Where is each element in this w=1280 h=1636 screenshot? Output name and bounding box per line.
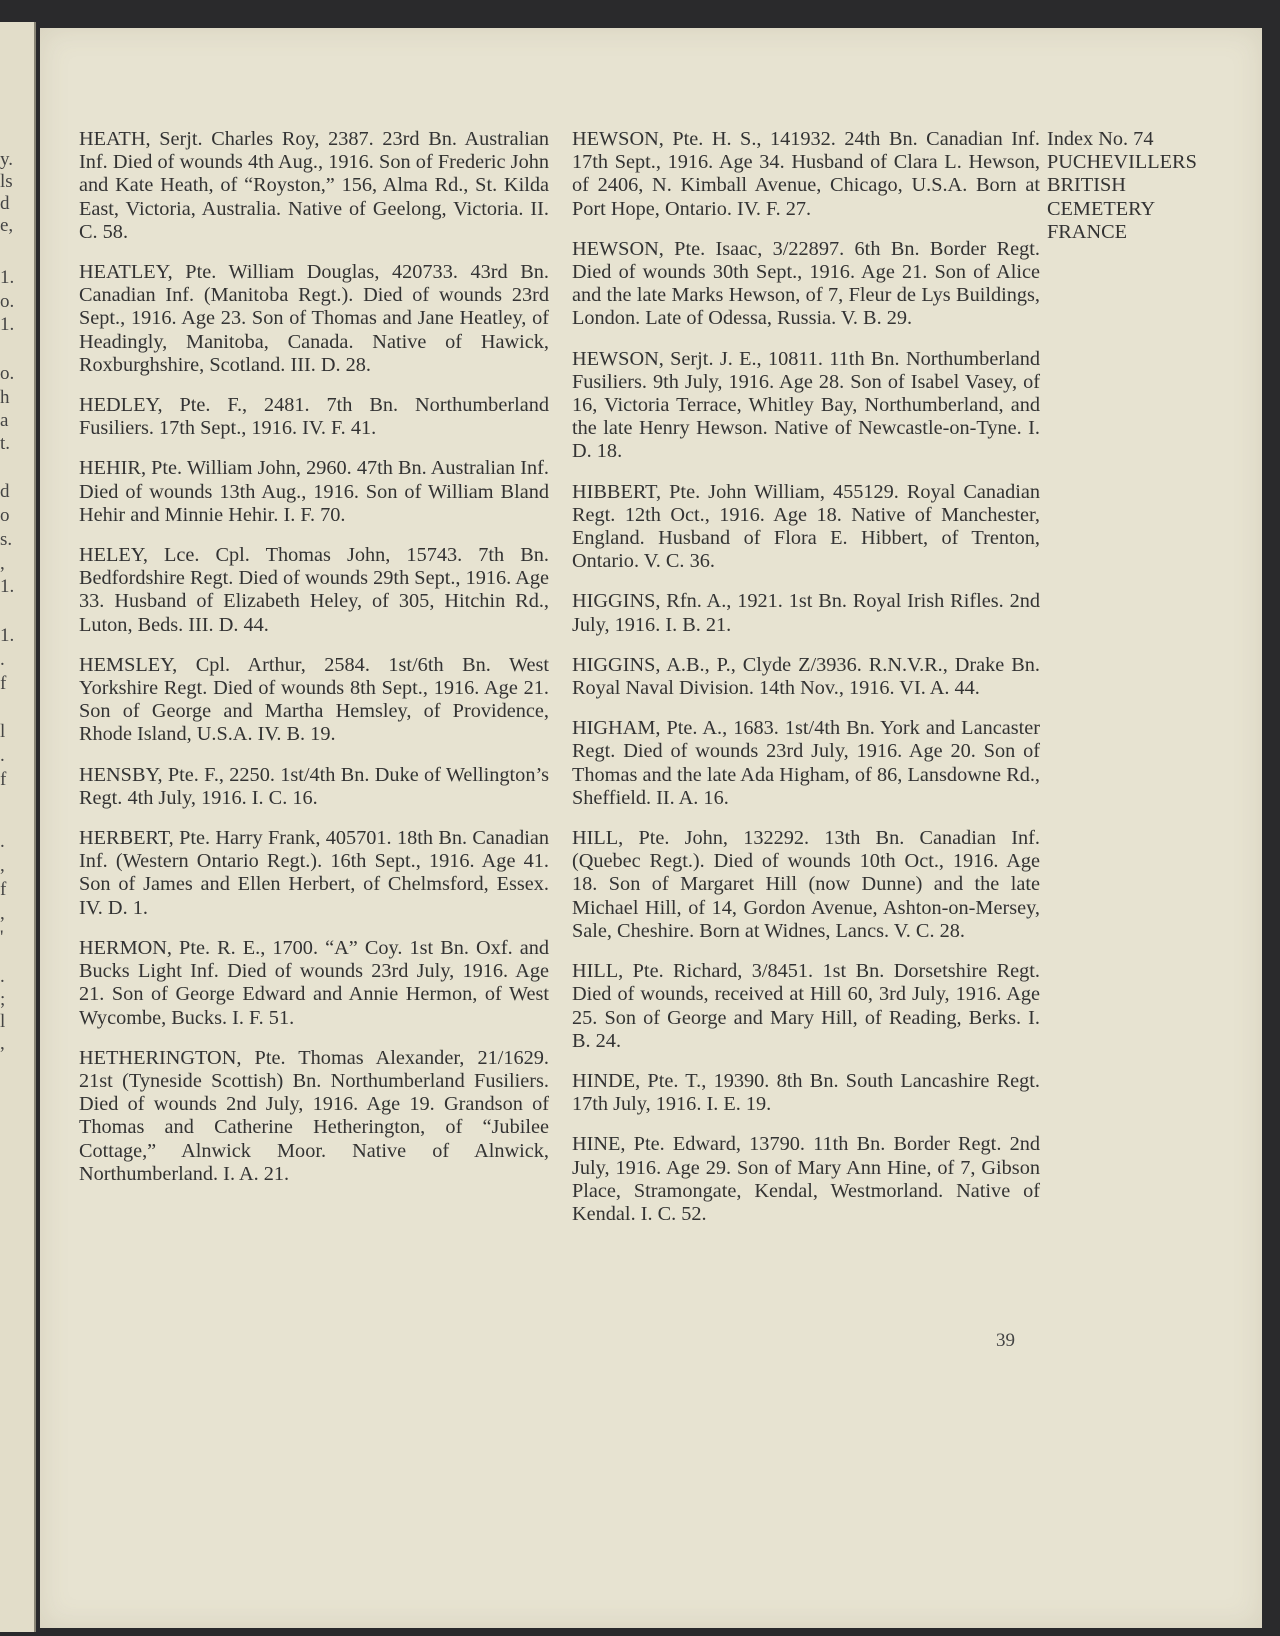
margin-fragment: s. — [0, 529, 13, 550]
margin-fragment: o. — [0, 363, 15, 384]
margin-fragment: l — [0, 1011, 6, 1032]
casualty-entry: HIBBERT, Pte. John William, 455129. Royal Canadian Regt. 12th Oct., 1916. Age 18. Native of Manchester, England. Husband of Flora E. Hibbert, of Trenton, Ontario. V. C. 36. — [572, 480, 1040, 573]
casualty-entry: HILL, Pte. Richard, 3/8451. 1st Bn. Dorsetshire Regt. Died of wounds, received at Hill 60, 3rd July, 1916. Age 25. Son of George and Mary Hill, of Reading, Berks. I. B. 24. — [572, 960, 1040, 1052]
adjacent-page-edge — [0, 22, 36, 1632]
margin-fragment: y. — [0, 149, 14, 170]
margin-fragment: f — [0, 673, 7, 694]
cemetery-location: PUCHEVILLERS — [1047, 151, 1197, 174]
cemetery-country: FRANCE — [1047, 220, 1128, 243]
margin-fragment: ; — [0, 989, 6, 1010]
casualty-entry: HEWSON, Pte. H. S., 141932. 24th Bn. Canadian Inf. 17th Sept., 1916. Age 34. Husband of Clara L. Hewson, of 2406, N. Kimball Avenue, Chicago, U.S.A. Born at Port Hope, Ontario. IV. F. 27. — [572, 128, 1040, 220]
margin-fragment: t. — [0, 433, 11, 454]
margin-fragment: , — [0, 553, 5, 574]
casualty-entry: HILL, Pte. John, 132292. 13th Bn. Canadian Inf. (Quebec Regt.). Died of wounds 10th Oct., 1916. Age 18. Son of Margaret Hill (now Dunne) and the late Michael Hill, of 14, Gordon Avenue, Ashton-on-Mersey, Sale, Cheshire. Born at Widnes, Lancs. V. C. 28. — [572, 827, 1040, 942]
page-number: 39 — [996, 1330, 1015, 1351]
casualty-entry: HINE, Pte. Edward, 13790. 11th Bn. Border Regt. 2nd July, 1916. Age 29. Son of Mary Ann Hine, of 7, Gibson Place, Stramongate, Kendal, Westmorland. Native of Kendal. I. C. 52. — [572, 1133, 1040, 1225]
casualty-entry: HEWSON, Serjt. J. E., 10811. 11th Bn. Northumberland Fusiliers. 9th July, 1916. Age 28. Son of Isabel Vasey, of 16, Victoria Terrace, Whitley Bay, Northumberland, and the late Henry Hewson. Native of Newcastle-on-Tyne. I. D. 18. — [572, 347, 1040, 463]
margin-fragment: . — [0, 966, 5, 987]
margin-fragment: . — [0, 649, 5, 670]
casualty-entry: HIGGINS, A.B., P., Clyde Z/3936. R.N.V.R., Drake Bn. Royal Naval Division. 14th Nov., 1916. VI. A. 44. — [572, 653, 1040, 700]
left-column — [79, 128, 549, 1203]
casualty-entry: HEATLEY, Pte. William Douglas, 420733. 43rd Bn. Canadian Inf. (Manitoba Regt.). Died of wounds 23rd Sept., 1916. Age 23. Son of Thomas and Jane Heatley, of Headingly, Manitoba, Canada. Native of Hawick, Roxburghshire, Scotland. III. D. 28. — [79, 261, 549, 376]
casualty-entry: HINDE, Pte. T., 19390. 8th Bn. South Lancashire Regt. 17th July, 1916. I. E. 19. — [572, 1069, 1040, 1116]
margin-fragment: o — [0, 505, 10, 526]
margin-fragment: f — [0, 879, 7, 900]
margin-fragment: o. — [0, 291, 15, 312]
margin-fragment: 1. — [0, 625, 15, 646]
margin-fragment: f — [0, 769, 7, 790]
index-number: Index No. 74 — [1047, 128, 1154, 150]
margin-fragment: ' — [0, 927, 4, 948]
margin-fragment: d — [0, 193, 10, 214]
margin-fragment: , — [0, 1033, 5, 1054]
cemetery-name-line: CEMETERY — [1047, 197, 1156, 220]
margin-fragment: h — [0, 387, 10, 408]
casualty-entry: HETHERINGTON, Pte. Thomas Alexander, 21/1629. 21st (Tyneside Scottish) Bn. Northumberland Fusiliers. Died of wounds 2nd July, 1916. Age 19. Grandson of Thomas and Catherine Hetherington, of “Jubilee Cottage,” Alnwick Moor. Native of Alnwick, Northumberland. I. A. 21. — [79, 1046, 549, 1185]
margin-fragment: e, — [0, 215, 14, 236]
casualty-entry: HEDLEY, Pte. F., 2481. 7th Bn. Northumberland Fusiliers. 17th Sept., 1916. IV. F. 41. — [79, 394, 549, 440]
casualty-entry: HEWSON, Pte. Isaac, 3/22897. 6th Bn. Border Regt. Died of wounds 30th Sept., 1916. Age 21. Son of Alice and the late Marks Hewson, of 7, Fleur de Lys Buildings, London. Late of Odessa, Russia. V. B. 29. — [572, 237, 1040, 330]
right-column — [572, 128, 1040, 1243]
cemetery-index-block — [1047, 128, 1247, 244]
casualty-entry: HEMSLEY, Cpl. Arthur, 2584. 1st/6th Bn. West Yorkshire Regt. Died of wounds 8th Sept., 1916. Age 21. Son of George and Martha Hemsley, of Providence, Rhode Island, U.S.A. IV. B. 19. — [79, 653, 549, 746]
margin-fragment: 1. — [0, 267, 15, 288]
margin-fragment: ls — [0, 171, 13, 192]
margin-fragment: 1. — [0, 576, 15, 597]
casualty-entry: HERMON, Pte. R. E., 1700. “A” Coy. 1st Bn. Oxf. and Bucks Light Inf. Died of wounds 23rd July, 1916. Age 21. Son of George Edward and Annie Hermon, of West Wycombe, Bucks. I. F. 51. — [79, 936, 549, 1029]
casualty-entry: HIGHAM, Pte. A., 1683. 1st/4th Bn. York and Lancaster Regt. Died of wounds 23rd July, 1916. Age 20. Son of Thomas and the late Ada Higham, of 86, Lansdowne Rd., Sheffield. II. A. 16. — [572, 717, 1040, 809]
margin-fragment: , — [0, 903, 5, 924]
margin-fragment: d — [0, 481, 10, 502]
margin-fragment: a — [0, 410, 9, 431]
margin-fragment: . — [0, 745, 5, 766]
margin-fragment: l — [0, 721, 6, 742]
casualty-entry: HEATH, Serjt. Charles Roy, 2387. 23rd Bn. Australian Inf. Died of wounds 4th Aug., 1916. Son of Frederic John and Kate Heath, of “Royston,” 156, Alma Rd., St. Kilda East, Victoria, Australia. Native of Geelong, Victoria. II. C. 58. — [79, 128, 549, 243]
document-page — [40, 28, 1262, 1628]
casualty-entry: HIGGINS, Rfn. A., 1921. 1st Bn. Royal Irish Rifles. 2nd July, 1916. I. B. 21. — [572, 590, 1040, 636]
margin-fragment: , — [0, 855, 5, 876]
margin-fragment: . — [0, 831, 5, 852]
casualty-entry: HENSBY, Pte. F., 2250. 1st/4th Bn. Duke of Wellington’s Regt. 4th July, 1916. I. C. 16. — [79, 763, 549, 809]
casualty-entry: HELEY, Lce. Cpl. Thomas John, 15743. 7th Bn. Bedfordshire Regt. Died of wounds 29th Sept., 1916. Age 33. Husband of Elizabeth Heley, of 305, Hitchin Rd., Luton, Beds. III. D. 44. — [79, 544, 549, 636]
casualty-entry: HERBERT, Pte. Harry Frank, 405701. 18th Bn. Canadian Inf. (Western Ontario Regt.). 16th Sept., 1916. Age 41. Son of James and Ellen Herbert, of Chelmsford, Essex. IV. D. 1. — [79, 827, 549, 919]
casualty-entry: HEHIR, Pte. William John, 2960. 47th Bn. Australian Inf. Died of wounds 13th Aug., 1916. Son of William Bland Hehir and Minnie Hehir. I. F. 70. — [79, 457, 549, 526]
cemetery-name-line: BRITISH — [1047, 174, 1126, 197]
margin-fragment: 1. — [0, 314, 15, 335]
